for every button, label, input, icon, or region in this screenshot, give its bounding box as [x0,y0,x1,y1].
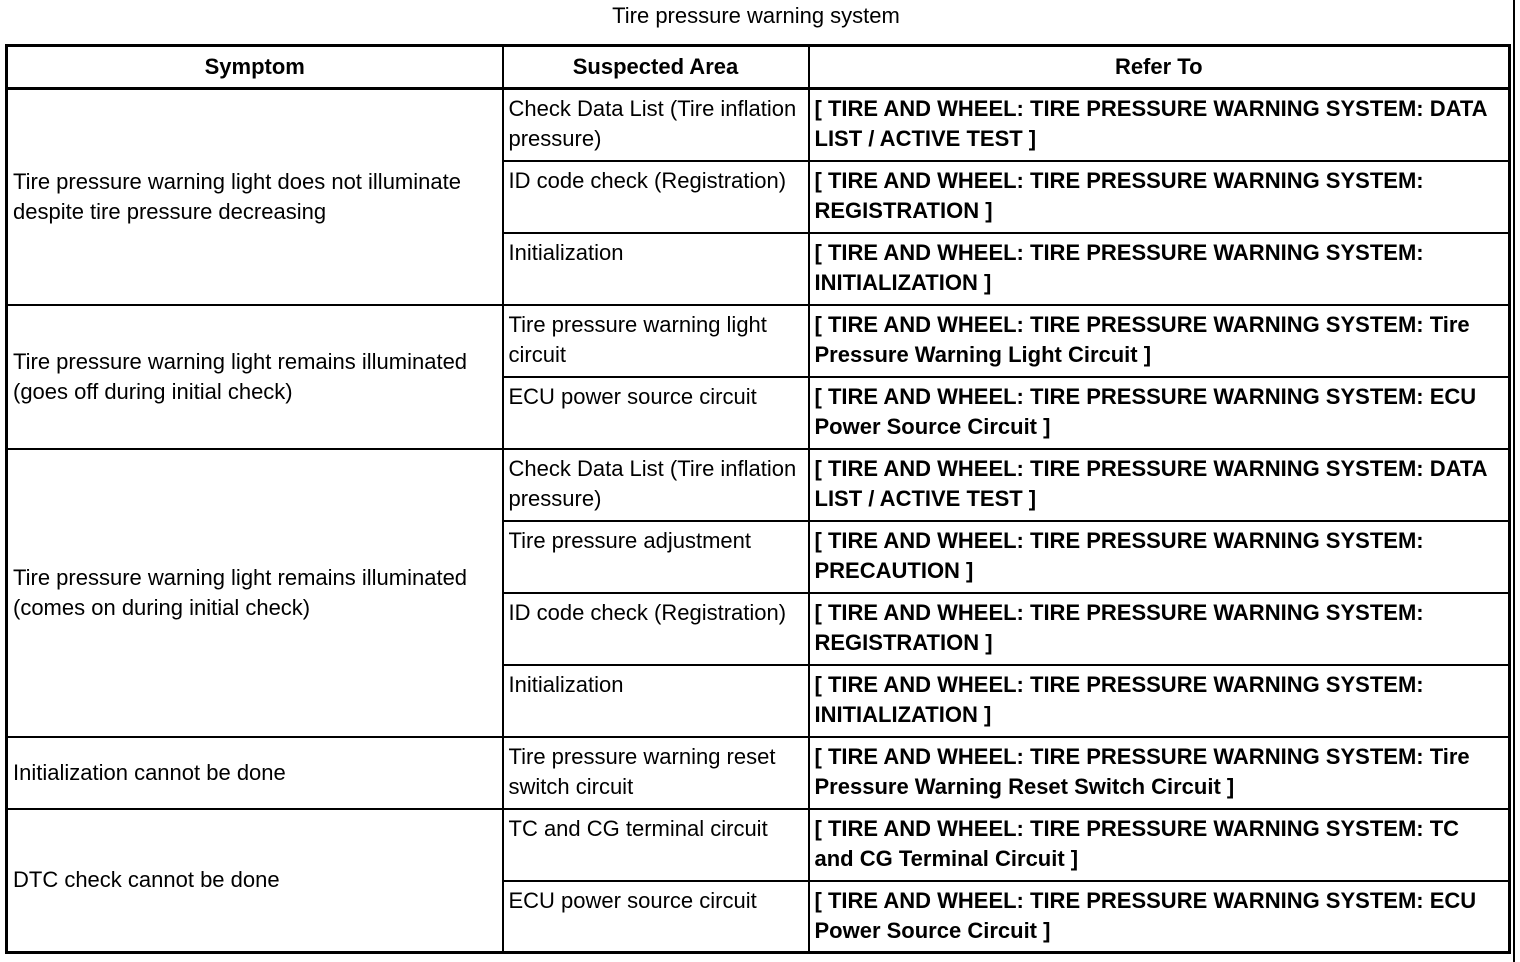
suspected-area-cell: ECU power source circuit [503,881,809,953]
refer-to-link[interactable]: [ TIRE AND WHEEL: TIRE PRESSURE WARNING SYSTEM: PRECAUTION ] [809,521,1510,593]
symptom-cell: Tire pressure warning light does not illuminate despite tire pressure decreasing [7,89,503,305]
refer-to-link[interactable]: [ TIRE AND WHEEL: TIRE PRESSURE WARNING SYSTEM: DATA LIST / ACTIVE TEST ] [809,89,1510,161]
suspected-area-cell: ECU power source circuit [503,377,809,449]
symptom-cell: Initialization cannot be done [7,737,503,809]
page-edge-rule [1513,0,1515,962]
table-caption: Tire pressure warning system [612,3,900,28]
refer-to-link[interactable]: [ TIRE AND WHEEL: TIRE PRESSURE WARNING SYSTEM: ECU Power Source Circuit ] [809,377,1510,449]
suspected-area-cell: ID code check (Registration) [503,161,809,233]
table-row [7,305,1510,377]
refer-to-link[interactable]: [ TIRE AND WHEEL: TIRE PRESSURE WARNING SYSTEM: INITIALIZATION ] [809,665,1510,737]
suspected-area-cell: Tire pressure adjustment [503,521,809,593]
suspected-area-cell: Tire pressure warning reset switch circuit [503,737,809,809]
suspected-area-cell: Initialization [503,233,809,305]
suspected-area-cell: ID code check (Registration) [503,593,809,665]
table-row [7,89,1510,161]
header-row [7,46,1510,89]
refer-to-link[interactable]: [ TIRE AND WHEEL: TIRE PRESSURE WARNING SYSTEM: ECU Power Source Circuit ] [809,881,1510,953]
refer-to-link[interactable]: [ TIRE AND WHEEL: TIRE PRESSURE WARNING SYSTEM: Tire Pressure Warning Reset Switch Circuit ] [809,737,1510,809]
troubleshooting-table [5,44,1511,954]
symptom-cell: DTC check cannot be done [7,809,503,953]
refer-to-link[interactable]: [ TIRE AND WHEEL: TIRE PRESSURE WARNING SYSTEM: INITIALIZATION ] [809,233,1510,305]
suspected-area-cell: Check Data List (Tire inflation pressure) [503,449,809,521]
table-row [7,737,1510,809]
refer-to-link[interactable]: [ TIRE AND WHEEL: TIRE PRESSURE WARNING SYSTEM: REGISTRATION ] [809,161,1510,233]
table-row [7,809,1510,881]
refer-to-link[interactable]: [ TIRE AND WHEEL: TIRE PRESSURE WARNING SYSTEM: DATA LIST / ACTIVE TEST ] [809,449,1510,521]
suspected-area-cell: Initialization [503,665,809,737]
header-suspected-area: Suspected Area [503,46,809,89]
symptom-cell: Tire pressure warning light remains illuminated (comes on during initial check) [7,449,503,737]
symptom-cell: Tire pressure warning light remains illuminated (goes off during initial check) [7,305,503,449]
header-symptom: Symptom [7,46,503,89]
refer-to-link[interactable]: [ TIRE AND WHEEL: TIRE PRESSURE WARNING SYSTEM: Tire Pressure Warning Light Circuit ] [809,305,1510,377]
suspected-area-cell: Tire pressure warning light circuit [503,305,809,377]
refer-to-link[interactable]: [ TIRE AND WHEEL: TIRE PRESSURE WARNING SYSTEM: TC and CG Terminal Circuit ] [809,809,1510,881]
table-row [7,449,1510,521]
suspected-area-cell: Check Data List (Tire inflation pressure) [503,89,809,161]
refer-to-link[interactable]: [ TIRE AND WHEEL: TIRE PRESSURE WARNING SYSTEM: REGISTRATION ] [809,593,1510,665]
header-refer-to: Refer To [809,46,1510,89]
suspected-area-cell: TC and CG terminal circuit [503,809,809,881]
